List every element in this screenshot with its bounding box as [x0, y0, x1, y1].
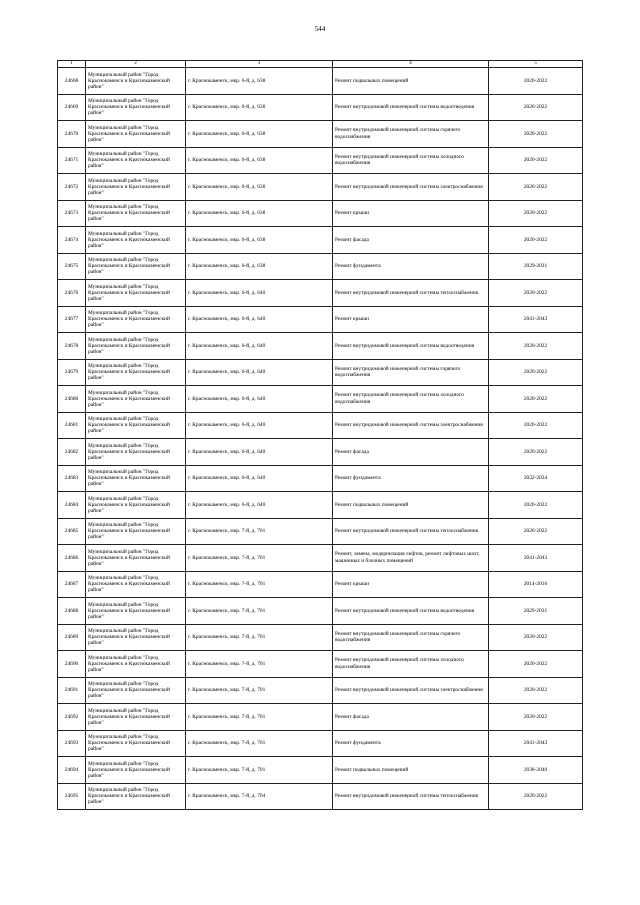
row-number: 24692 — [58, 704, 86, 731]
table-row — [58, 465, 583, 492]
period-cell: 2020-2022 — [489, 359, 583, 386]
table-row — [58, 306, 583, 333]
work-type-cell: Ремонт внутридомовой инженерной системы холодного водоснабжения — [333, 651, 489, 678]
period-cell: 2020-2022 — [489, 227, 583, 254]
table-row — [58, 598, 583, 625]
work-type-cell: Ремонт, замена, модернизация лифтов, ремонт лифтовых шахт, машинных и блочных помещений — [333, 545, 489, 572]
work-type-cell: Ремонт внутридомовой инженерной системы водоотведения — [333, 333, 489, 360]
table-row — [58, 94, 583, 121]
table-row — [58, 174, 583, 201]
municipality-cell: Муниципальный район "Город Краснокаменск и Краснокаменский район" — [86, 465, 186, 492]
address-cell: г. Краснокаменск, мкр. 6-й, д. 640 — [186, 359, 333, 386]
work-type-cell: Ремонт внутридомовой инженерной системы электроснабжения — [333, 412, 489, 439]
address-cell: г. Краснокаменск, мкр. 6-й, д. 638 — [186, 68, 333, 95]
municipality-cell: Муниципальный район "Город Краснокаменск и Краснокаменский район" — [86, 280, 186, 307]
address-cell: г. Краснокаменск, мкр. 7-й, д. 701 — [186, 598, 333, 625]
municipality-cell: Муниципальный район "Город Краснокаменск и Краснокаменский район" — [86, 439, 186, 466]
municipality-cell: Муниципальный район "Город Краснокаменск и Краснокаменский район" — [86, 624, 186, 651]
table-row — [58, 651, 583, 678]
address-cell: г. Краснокаменск, мкр. 6-й, д. 640 — [186, 439, 333, 466]
period-cell: 2029-2031 — [489, 253, 583, 280]
table-row — [58, 386, 583, 413]
row-number: 24689 — [58, 624, 86, 651]
work-type-cell: Ремонт фасада — [333, 227, 489, 254]
period-cell: 2032-2034 — [489, 465, 583, 492]
column-number: 4 — [333, 61, 489, 68]
address-cell: г. Краснокаменск, мкр. 6-й, д. 640 — [186, 492, 333, 519]
table-row — [58, 730, 583, 757]
municipality-cell: Муниципальный район "Город Краснокаменск и Краснокаменский район" — [86, 651, 186, 678]
table-row — [58, 333, 583, 360]
work-type-cell: Ремонт внутридомовой инженерной системы водоотведения — [333, 598, 489, 625]
column-number: 2 — [86, 61, 186, 68]
address-cell: г. Краснокаменск, мкр. 6-й, д. 640 — [186, 306, 333, 333]
work-type-cell: Ремонт фундамента — [333, 465, 489, 492]
municipality-cell: Муниципальный район "Город Краснокаменск и Краснокаменский район" — [86, 412, 186, 439]
address-cell: г. Краснокаменск, мкр. 7-й, д. 704 — [186, 783, 333, 810]
municipality-cell: Муниципальный район "Город Краснокаменск и Краснокаменский район" — [86, 571, 186, 598]
row-number: 24679 — [58, 359, 86, 386]
work-type-cell: Ремонт внутридомовой инженерной системы электроснабжения — [333, 174, 489, 201]
municipality-cell: Муниципальный район "Город Краснокаменск и Краснокаменский район" — [86, 518, 186, 545]
table-row — [58, 704, 583, 731]
municipality-cell: Муниципальный район "Город Краснокаменск и Краснокаменский район" — [86, 174, 186, 201]
work-type-cell: Ремонт внутридомовой инженерной системы теплоснабжения — [333, 518, 489, 545]
row-number: 24690 — [58, 651, 86, 678]
work-type-cell: Ремонт внутридомовой инженерной системы теплоснабжения — [333, 280, 489, 307]
municipality-cell: Муниципальный район "Город Краснокаменск и Краснокаменский район" — [86, 598, 186, 625]
address-cell: г. Краснокаменск, мкр. 6-й, д. 638 — [186, 200, 333, 227]
municipality-cell: Муниципальный район "Город Краснокаменск и Краснокаменский район" — [86, 783, 186, 810]
table-row — [58, 571, 583, 598]
address-cell: г. Краснокаменск, мкр. 6-й, д. 640 — [186, 412, 333, 439]
municipality-cell: Муниципальный район "Город Краснокаменск и Краснокаменский район" — [86, 386, 186, 413]
table-row — [58, 359, 583, 386]
row-number: 24693 — [58, 730, 86, 757]
work-type-cell: Ремонт крыши — [333, 571, 489, 598]
address-cell: г. Краснокаменск, мкр. 7-й, д. 701 — [186, 518, 333, 545]
row-number: 24678 — [58, 333, 86, 360]
address-cell: г. Краснокаменск, мкр. 7-й, д. 701 — [186, 545, 333, 572]
address-cell: г. Краснокаменск, мкр. 7-й, д. 701 — [186, 757, 333, 784]
work-type-cell: Ремонт фасада — [333, 704, 489, 731]
table-row — [58, 68, 583, 95]
row-number: 24687 — [58, 571, 86, 598]
row-number: 24671 — [58, 147, 86, 174]
work-type-cell: Ремонт внутридомовой инженерной системы холодного водоснабжения — [333, 386, 489, 413]
period-cell: 2020-2022 — [489, 439, 583, 466]
address-cell: г. Краснокаменск, мкр. 6-й, д. 640 — [186, 386, 333, 413]
table-row — [58, 200, 583, 227]
column-number-row — [58, 61, 583, 68]
period-cell: 2020-2022 — [489, 200, 583, 227]
work-type-cell: Ремонт подвальных помещений — [333, 757, 489, 784]
row-number: 24668 — [58, 68, 86, 95]
row-number: 24694 — [58, 757, 86, 784]
municipality-cell: Муниципальный район "Город Краснокаменск и Краснокаменский район" — [86, 730, 186, 757]
period-cell: 2041-2043 — [489, 306, 583, 333]
row-number: 24675 — [58, 253, 86, 280]
period-cell: 2020-2022 — [489, 651, 583, 678]
work-type-cell: Ремонт фасада — [333, 439, 489, 466]
period-cell: 2029-2031 — [489, 598, 583, 625]
table-row — [58, 280, 583, 307]
row-number: 24677 — [58, 306, 86, 333]
address-cell: г. Краснокаменск, мкр. 6-й, д. 638 — [186, 121, 333, 148]
work-type-cell: Ремонт фундамента — [333, 730, 489, 757]
period-cell: 2020-2022 — [489, 147, 583, 174]
period-cell: 2020-2022 — [489, 783, 583, 810]
municipality-cell: Муниципальный район "Город Краснокаменск и Краснокаменский район" — [86, 200, 186, 227]
row-number: 24686 — [58, 545, 86, 572]
row-number: 24673 — [58, 200, 86, 227]
table-row — [58, 624, 583, 651]
address-cell: г. Краснокаменск, мкр. 7-й, д. 701 — [186, 730, 333, 757]
municipality-cell: Муниципальный район "Город Краснокаменск и Краснокаменский район" — [86, 253, 186, 280]
work-type-cell: Ремонт внутридомовой инженерной системы холодного водоснабжения — [333, 147, 489, 174]
row-number: 24682 — [58, 439, 86, 466]
address-cell: г. Краснокаменск, мкр. 6-й, д. 640 — [186, 465, 333, 492]
period-cell: 2020-2022 — [489, 677, 583, 704]
row-number: 24685 — [58, 518, 86, 545]
period-cell: 2020-2022 — [489, 704, 583, 731]
column-number: 3 — [186, 61, 333, 68]
municipality-cell: Муниципальный район "Город Краснокаменск и Краснокаменский район" — [86, 94, 186, 121]
table-row — [58, 412, 583, 439]
work-type-cell: Ремонт внутридомовой инженерной системы горячего водоснабжения — [333, 121, 489, 148]
table-row — [58, 677, 583, 704]
work-type-cell: Ремонт внутридомовой инженерной системы горячего водоснабжения — [333, 359, 489, 386]
period-cell: 2020-2022 — [489, 121, 583, 148]
address-cell: г. Краснокаменск, мкр. 7-й, д. 701 — [186, 704, 333, 731]
register-table — [57, 60, 583, 810]
row-number: 24672 — [58, 174, 86, 201]
address-cell: г. Краснокаменск, мкр. 6-й, д. 638 — [186, 147, 333, 174]
row-number: 24688 — [58, 598, 86, 625]
row-number: 24691 — [58, 677, 86, 704]
municipality-cell: Муниципальный район "Город Краснокаменск и Краснокаменский район" — [86, 359, 186, 386]
period-cell: 2020-2022 — [489, 386, 583, 413]
address-cell: г. Краснокаменск, мкр. 7-й, д. 701 — [186, 571, 333, 598]
municipality-cell: Муниципальный район "Город Краснокаменск и Краснокаменский район" — [86, 227, 186, 254]
period-cell: 2020-2022 — [489, 174, 583, 201]
period-cell: 2038-2040 — [489, 757, 583, 784]
address-cell: г. Краснокаменск, мкр. 7-й, д. 701 — [186, 677, 333, 704]
table-row — [58, 121, 583, 148]
address-cell: г. Краснокаменск, мкр. 6-й, д. 638 — [186, 174, 333, 201]
table-row — [58, 439, 583, 466]
register-table-body — [58, 61, 583, 810]
column-number: 1 — [58, 61, 86, 68]
table-row — [58, 227, 583, 254]
municipality-cell: Муниципальный район "Город Краснокаменск и Краснокаменский район" — [86, 68, 186, 95]
address-cell: г. Краснокаменск, мкр. 6-й, д. 640 — [186, 333, 333, 360]
row-number: 24670 — [58, 121, 86, 148]
row-number: 24695 — [58, 783, 86, 810]
column-number: 5 — [489, 61, 583, 68]
address-cell: г. Краснокаменск, мкр. 6-й, д. 640 — [186, 280, 333, 307]
work-type-cell: Ремонт внутридомовой инженерной системы горячего водоснабжения — [333, 624, 489, 651]
municipality-cell: Муниципальный район "Город Краснокаменск и Краснокаменский район" — [86, 545, 186, 572]
period-cell: 2041-2043 — [489, 730, 583, 757]
row-number: 24680 — [58, 386, 86, 413]
work-type-cell: Ремонт крыши — [333, 306, 489, 333]
table-row — [58, 253, 583, 280]
period-cell: 2020-2022 — [489, 68, 583, 95]
work-type-cell: Ремонт внутридомовой инженерной системы теплоснабжения — [333, 783, 489, 810]
municipality-cell: Муниципальный район "Город Краснокаменск и Краснокаменский район" — [86, 704, 186, 731]
table-row — [58, 783, 583, 810]
work-type-cell: Ремонт фундамента — [333, 253, 489, 280]
page-number: 544 — [314, 25, 326, 33]
period-cell: 2020-2022 — [489, 412, 583, 439]
address-cell: г. Краснокаменск, мкр. 7-й, д. 701 — [186, 651, 333, 678]
municipality-cell: Муниципальный район "Город Краснокаменск и Краснокаменский район" — [86, 757, 186, 784]
period-cell: 2014-2016 — [489, 571, 583, 598]
address-cell: г. Краснокаменск, мкр. 6-й, д. 638 — [186, 253, 333, 280]
table-row — [58, 518, 583, 545]
table-row — [58, 757, 583, 784]
address-cell: г. Краснокаменск, мкр. 6-й, д. 638 — [186, 227, 333, 254]
period-cell: 2020-2022 — [489, 280, 583, 307]
municipality-cell: Муниципальный район "Город Краснокаменск и Краснокаменский район" — [86, 147, 186, 174]
table-row — [58, 147, 583, 174]
row-number: 24684 — [58, 492, 86, 519]
period-cell: 2020-2022 — [489, 518, 583, 545]
municipality-cell: Муниципальный район "Город Краснокаменск и Краснокаменский район" — [86, 121, 186, 148]
work-type-cell: Ремонт крыши — [333, 200, 489, 227]
address-cell: г. Краснокаменск, мкр. 7-й, д. 701 — [186, 624, 333, 651]
period-cell: 2020-2022 — [489, 94, 583, 121]
work-type-cell: Ремонт внутридомовой инженерной системы электроснабжения — [333, 677, 489, 704]
row-number: 24676 — [58, 280, 86, 307]
municipality-cell: Муниципальный район "Город Краснокаменск и Краснокаменский район" — [86, 492, 186, 519]
municipality-cell: Муниципальный район "Город Краснокаменск и Краснокаменский район" — [86, 333, 186, 360]
table-row — [58, 545, 583, 572]
row-number: 24681 — [58, 412, 86, 439]
period-cell: 2020-2022 — [489, 333, 583, 360]
work-type-cell: Ремонт подвальных помещений — [333, 492, 489, 519]
work-type-cell: Ремонт внутридомовой инженерной системы водоотведения — [333, 94, 489, 121]
period-cell: 2020-2022 — [489, 624, 583, 651]
municipality-cell: Муниципальный район "Город Краснокаменск и Краснокаменский район" — [86, 306, 186, 333]
period-cell: 2041-2043 — [489, 545, 583, 572]
row-number: 24683 — [58, 465, 86, 492]
address-cell: г. Краснокаменск, мкр. 6-й, д. 638 — [186, 94, 333, 121]
row-number: 24669 — [58, 94, 86, 121]
row-number: 24674 — [58, 227, 86, 254]
municipality-cell: Муниципальный район "Город Краснокаменск и Краснокаменский район" — [86, 677, 186, 704]
work-type-cell: Ремонт подвальных помещений — [333, 68, 489, 95]
period-cell: 2020-2022 — [489, 492, 583, 519]
table-row — [58, 492, 583, 519]
